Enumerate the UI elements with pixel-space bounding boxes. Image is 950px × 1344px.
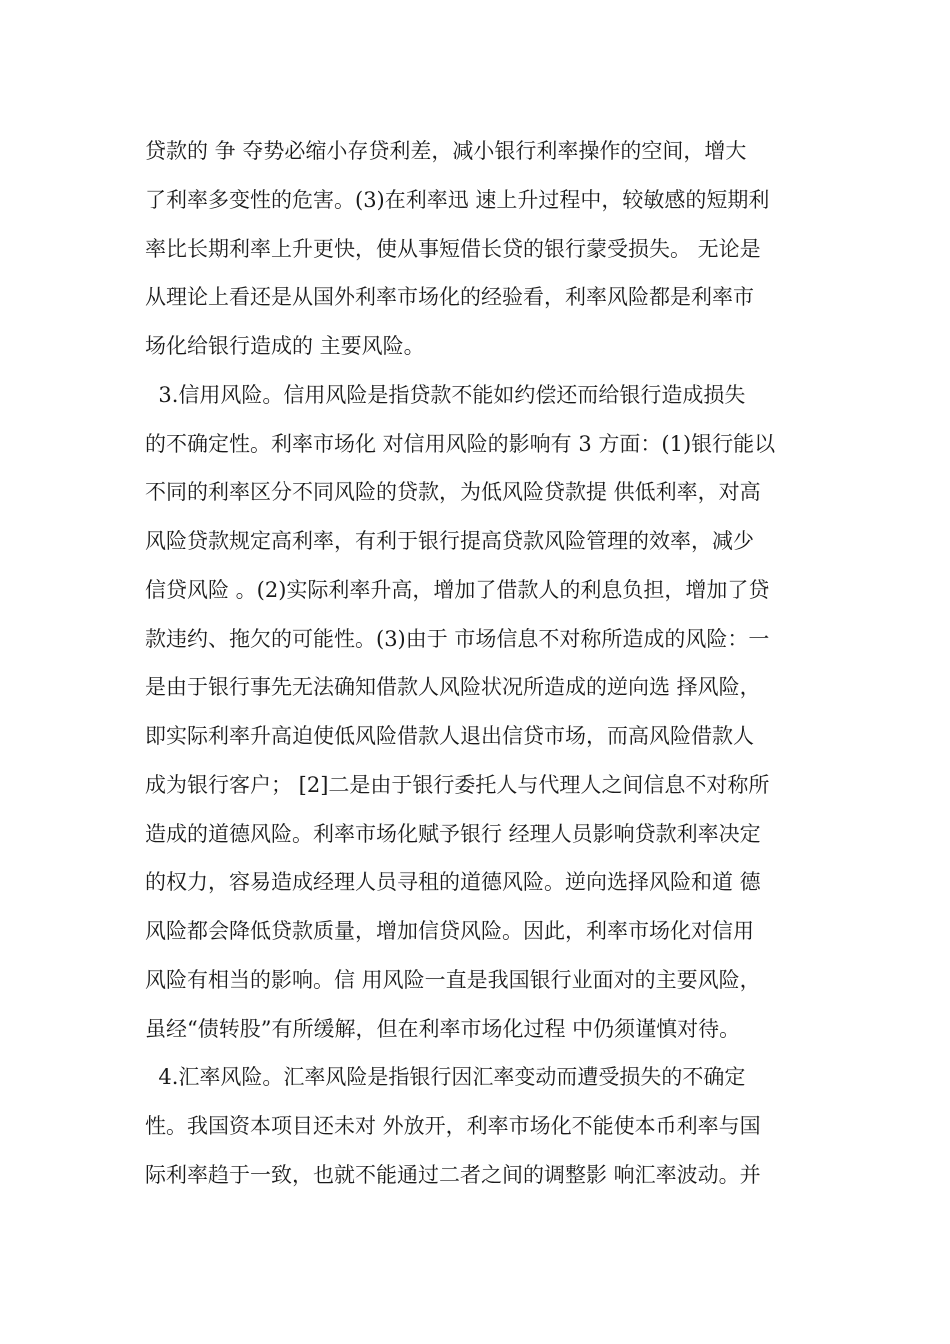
text-line: 风险贷款规定高利率，有利于银行提高贷款风险管理的效率，减少 bbox=[145, 529, 754, 553]
text-line: 是由于银行事先无法确知借款人风险状况所造成的逆向选 择风险， bbox=[145, 675, 761, 700]
text-line: 3.信用风险。信用风险是指贷款不能如约偿还而给银行造成损失 bbox=[145, 382, 746, 407]
text-line: 的权力，容易造成经理人员寻租的道德风险。逆向选择风险和道 德 bbox=[145, 870, 761, 895]
text-line: 风险都会降低贷款质量，增加信贷风险。因此，利率市场化对信用 bbox=[145, 919, 754, 943]
text-line: 风险有相当的影响。信 用风险一直是我国银行业面对的主要风险， bbox=[145, 967, 761, 992]
text-line: 4.汇率风险。汇率风险是指银行因汇率变动而遭受损失的不确定 bbox=[145, 1065, 746, 1090]
text-line: 款违约、拖欠的可能性。(3)由于 市场信息不对称所造成的风险：一 bbox=[145, 626, 770, 651]
text-line: 从理论上看还是从国外利率市场化的经验看，利率风险都是利率市 bbox=[145, 285, 754, 310]
text-line: 场化给银行造成的 主要风险。 bbox=[145, 334, 425, 358]
text-line: 了利率多变性的危害。(3)在利率迅 速上升过程中，较敏感的短期利 bbox=[145, 187, 770, 212]
text-line: 即实际利率升高迫使低风险借款人退出信贷市场，而高风险借款人 bbox=[145, 724, 754, 748]
text-line: 不同的利率区分不同风险的贷款，为低风险贷款提 供低利率，对高 bbox=[145, 480, 761, 505]
text-line: 造成的道德风险。利率市场化赋予银行 经理人员影响贷款利率决定 bbox=[145, 821, 761, 846]
text-line: 性。我国资本项目还未对 外放开，利率市场化不能使本币利率与国 bbox=[145, 1114, 761, 1138]
text-line: 贷款的 争 夺势必缩小存贷利差，减小银行利率操作的空间，增大 bbox=[145, 139, 747, 163]
body-text bbox=[145, 127, 810, 1200]
text-line: 信贷风险 。(2)实际利率升高，增加了借款人的利息负担，增加了贷 bbox=[145, 577, 770, 602]
text-line: 的不确定性。利率市场化 对信用风险的影响有 3 方面：(1)银行能以 bbox=[145, 431, 776, 456]
text-line: 率比长期利率上升更快，使从事短借长贷的银行蒙受损失。 无论是 bbox=[145, 236, 761, 261]
text-line: 成为银行客户； [2]二是由于银行委托人与代理人之间信息不对称所 bbox=[145, 772, 770, 797]
text-line: 虽经“债转股”有所缓解，但在利率市场化过程 中仍须谨慎对待。 bbox=[145, 1016, 741, 1041]
text-line: 际利率趋于一致，也就不能通过二者之间的调整影 响汇率波动。并 bbox=[145, 1162, 761, 1187]
